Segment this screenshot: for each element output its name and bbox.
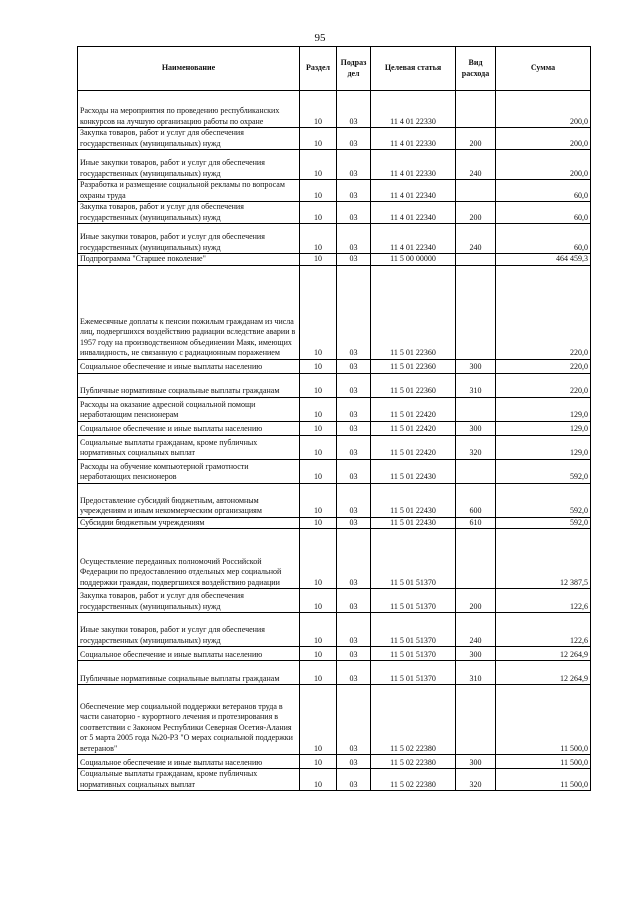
cell-vid xyxy=(456,529,496,589)
table-header-row xyxy=(78,47,591,91)
cell-summa: 12 264,9 xyxy=(496,647,591,661)
cell-podrazdel: 03 xyxy=(337,180,371,202)
cell-statya: 11 5 01 51370 xyxy=(371,613,456,647)
cell-razdel: 10 xyxy=(300,91,337,128)
cell-podrazdel: 03 xyxy=(337,769,371,791)
cell-razdel: 10 xyxy=(300,517,337,529)
cell-vid: 300 xyxy=(456,421,496,435)
cell-summa: 592,0 xyxy=(496,483,591,517)
cell-name: Расходы на оказание адресной социальной помощи неработающим пенсионерам xyxy=(78,397,300,421)
cell-vid xyxy=(456,459,496,483)
cell-name: Осуществление переданных полномочий Российской Федерации по предоставлению отдельных мер социальной поддержки граждан, подвергшихся воздействию радиации xyxy=(78,529,300,589)
table-row xyxy=(78,224,591,254)
cell-razdel: 10 xyxy=(300,529,337,589)
cell-summa: 129,0 xyxy=(496,435,591,459)
cell-podrazdel: 03 xyxy=(337,529,371,589)
header-podrazdel: Подраз дел xyxy=(337,47,371,91)
cell-razdel: 10 xyxy=(300,128,337,150)
cell-summa: 220,0 xyxy=(496,265,591,359)
cell-summa: 200,0 xyxy=(496,150,591,180)
cell-summa: 220,0 xyxy=(496,373,591,397)
cell-vid xyxy=(456,254,496,266)
cell-razdel: 10 xyxy=(300,254,337,266)
cell-statya: 11 5 02 22380 xyxy=(371,685,456,755)
cell-podrazdel: 03 xyxy=(337,755,371,769)
cell-vid xyxy=(456,180,496,202)
cell-summa: 129,0 xyxy=(496,397,591,421)
cell-razdel: 10 xyxy=(300,265,337,359)
cell-vid: 200 xyxy=(456,128,496,150)
cell-name: Подпрограмма "Старшее поколение" xyxy=(78,254,300,266)
cell-podrazdel: 03 xyxy=(337,397,371,421)
cell-summa: 60,0 xyxy=(496,224,591,254)
cell-vid: 300 xyxy=(456,359,496,373)
cell-name: Социальное обеспечение и иные выплаты населению xyxy=(78,421,300,435)
table-row xyxy=(78,589,591,613)
cell-name: Иные закупки товаров, работ и услуг для обеспечения государственных (муниципальных) нужд xyxy=(78,150,300,180)
cell-statya: 11 5 02 22380 xyxy=(371,769,456,791)
table-row xyxy=(78,128,591,150)
table-row xyxy=(78,373,591,397)
cell-name: Разработка и размещение социальной рекламы по вопросам охраны труда xyxy=(78,180,300,202)
cell-vid: 310 xyxy=(456,661,496,685)
cell-podrazdel: 03 xyxy=(337,202,371,224)
cell-name: Расходы на мероприятия по проведению республиканских конкурсов на лучшую организацию работы по охране xyxy=(78,91,300,128)
cell-razdel: 10 xyxy=(300,661,337,685)
cell-statya: 11 5 01 22360 xyxy=(371,359,456,373)
table-row xyxy=(78,91,591,128)
table-row xyxy=(78,529,591,589)
page-number: 95 xyxy=(314,32,326,44)
cell-summa: 12 387,5 xyxy=(496,529,591,589)
cell-razdel: 10 xyxy=(300,589,337,613)
cell-vid: 240 xyxy=(456,224,496,254)
cell-podrazdel: 03 xyxy=(337,128,371,150)
cell-name: Предоставление субсидий бюджетным, автономным учреждениям и иным некоммерческим организациям xyxy=(78,483,300,517)
cell-statya: 11 4 01 22340 xyxy=(371,180,456,202)
cell-name: Закупка товаров, работ и услуг для обеспечения государственных (муниципальных) нужд xyxy=(78,589,300,613)
cell-vid: 610 xyxy=(456,517,496,529)
header-vid: Вид расхода xyxy=(456,47,496,91)
cell-summa: 11 500,0 xyxy=(496,685,591,755)
cell-podrazdel: 03 xyxy=(337,150,371,180)
table-row xyxy=(78,265,591,359)
cell-name: Социальные выплаты гражданам, кроме публичных нормативных социальных выплат xyxy=(78,435,300,459)
cell-vid: 240 xyxy=(456,613,496,647)
cell-vid: 200 xyxy=(456,589,496,613)
cell-statya: 11 5 01 22360 xyxy=(371,265,456,359)
cell-razdel: 10 xyxy=(300,359,337,373)
cell-summa: 11 500,0 xyxy=(496,755,591,769)
cell-statya: 11 5 00 00000 xyxy=(371,254,456,266)
cell-vid xyxy=(456,685,496,755)
cell-summa: 60,0 xyxy=(496,202,591,224)
cell-razdel: 10 xyxy=(300,421,337,435)
cell-name: Социальное обеспечение и иные выплаты населению xyxy=(78,755,300,769)
cell-podrazdel: 03 xyxy=(337,224,371,254)
cell-razdel: 10 xyxy=(300,483,337,517)
cell-name: Социальное обеспечение и иные выплаты населению xyxy=(78,359,300,373)
header-summa: Сумма xyxy=(496,47,591,91)
table-row xyxy=(78,359,591,373)
table-row xyxy=(78,613,591,647)
table-row xyxy=(78,202,591,224)
cell-summa: 12 264,9 xyxy=(496,661,591,685)
cell-statya: 11 5 01 22430 xyxy=(371,517,456,529)
cell-statya: 11 4 01 22330 xyxy=(371,128,456,150)
cell-vid xyxy=(456,91,496,128)
cell-summa: 592,0 xyxy=(496,459,591,483)
cell-razdel: 10 xyxy=(300,647,337,661)
cell-statya: 11 5 01 22430 xyxy=(371,459,456,483)
table-row xyxy=(78,254,591,266)
cell-statya: 11 4 01 22330 xyxy=(371,150,456,180)
table-row xyxy=(78,647,591,661)
cell-name: Ежемесячные доплаты к пенсии пожилым гражданам из числа лиц, подвергшихся воздействию радиации вследствие аварии в 1957 году на производственном объединении Маяк, имеющих инвалидность, не связанную с радиационным поражением xyxy=(78,265,300,359)
table-row xyxy=(78,685,591,755)
cell-vid: 320 xyxy=(456,769,496,791)
cell-razdel: 10 xyxy=(300,180,337,202)
cell-razdel: 10 xyxy=(300,397,337,421)
cell-razdel: 10 xyxy=(300,769,337,791)
cell-name: Закупка товаров, работ и услуг для обеспечения государственных (муниципальных) нужд xyxy=(78,128,300,150)
cell-summa: 220,0 xyxy=(496,359,591,373)
cell-razdel: 10 xyxy=(300,613,337,647)
header-razdel: Раздел xyxy=(300,47,337,91)
cell-razdel: 10 xyxy=(300,150,337,180)
cell-statya: 11 4 01 22340 xyxy=(371,224,456,254)
cell-summa: 129,0 xyxy=(496,421,591,435)
table-row xyxy=(78,755,591,769)
cell-statya: 11 5 01 51370 xyxy=(371,661,456,685)
cell-podrazdel: 03 xyxy=(337,517,371,529)
cell-statya: 11 5 01 22420 xyxy=(371,397,456,421)
cell-razdel: 10 xyxy=(300,202,337,224)
cell-razdel: 10 xyxy=(300,685,337,755)
table-row xyxy=(78,459,591,483)
cell-statya: 11 4 01 22340 xyxy=(371,202,456,224)
cell-razdel: 10 xyxy=(300,373,337,397)
cell-statya: 11 5 01 22360 xyxy=(371,373,456,397)
table-row xyxy=(78,435,591,459)
header-statya: Целевая статья xyxy=(371,47,456,91)
cell-vid xyxy=(456,397,496,421)
cell-statya: 11 5 01 51370 xyxy=(371,647,456,661)
cell-podrazdel: 03 xyxy=(337,661,371,685)
cell-summa: 200,0 xyxy=(496,91,591,128)
cell-summa: 592,0 xyxy=(496,517,591,529)
cell-summa: 11 500,0 xyxy=(496,769,591,791)
cell-podrazdel: 03 xyxy=(337,373,371,397)
cell-summa: 200,0 xyxy=(496,128,591,150)
cell-podrazdel: 03 xyxy=(337,685,371,755)
cell-summa: 122,6 xyxy=(496,613,591,647)
cell-razdel: 10 xyxy=(300,224,337,254)
cell-statya: 11 5 01 51370 xyxy=(371,529,456,589)
cell-name: Социальные выплаты гражданам, кроме публичных нормативных социальных выплат xyxy=(78,769,300,791)
cell-statya: 11 5 01 51370 xyxy=(371,589,456,613)
cell-name: Публичные нормативные социальные выплаты гражданам xyxy=(78,661,300,685)
cell-name: Социальное обеспечение и иные выплаты населению xyxy=(78,647,300,661)
table-row xyxy=(78,397,591,421)
cell-vid: 600 xyxy=(456,483,496,517)
cell-podrazdel: 03 xyxy=(337,483,371,517)
cell-name: Субсидии бюджетным учреждениям xyxy=(78,517,300,529)
cell-razdel: 10 xyxy=(300,755,337,769)
cell-podrazdel: 03 xyxy=(337,589,371,613)
cell-statya: 11 5 01 22420 xyxy=(371,421,456,435)
cell-name: Расходы на обучение компьютерной грамотности неработающих пенсионеров xyxy=(78,459,300,483)
cell-podrazdel: 03 xyxy=(337,91,371,128)
table-row xyxy=(78,661,591,685)
cell-vid: 300 xyxy=(456,647,496,661)
cell-statya: 11 5 02 22380 xyxy=(371,755,456,769)
cell-name: Обеспечение мер социальной поддержки ветеранов труда в части санаторно - курортного лечения и протезирования в соответствии с Законом Республики Северная Осетия-Алания от 5 марта 2005 года №20-РЗ "О мерах социальной поддержки ветеранов" xyxy=(78,685,300,755)
cell-summa: 122,6 xyxy=(496,589,591,613)
cell-statya: 11 5 01 22420 xyxy=(371,435,456,459)
cell-vid: 300 xyxy=(456,755,496,769)
cell-razdel: 10 xyxy=(300,459,337,483)
cell-vid xyxy=(456,265,496,359)
cell-vid: 310 xyxy=(456,373,496,397)
table-row xyxy=(78,150,591,180)
table-row xyxy=(78,421,591,435)
cell-podrazdel: 03 xyxy=(337,421,371,435)
cell-podrazdel: 03 xyxy=(337,359,371,373)
cell-razdel: 10 xyxy=(300,435,337,459)
cell-name: Иные закупки товаров, работ и услуг для обеспечения государственных (муниципальных) нужд xyxy=(78,613,300,647)
cell-podrazdel: 03 xyxy=(337,254,371,266)
cell-summa: 464 459,3 xyxy=(496,254,591,266)
cell-name: Закупка товаров, работ и услуг для обеспечения государственных (муниципальных) нужд xyxy=(78,202,300,224)
cell-vid: 240 xyxy=(456,150,496,180)
table-row xyxy=(78,517,591,529)
cell-podrazdel: 03 xyxy=(337,265,371,359)
cell-name: Публичные нормативные социальные выплаты гражданам xyxy=(78,373,300,397)
table-row xyxy=(78,180,591,202)
cell-podrazdel: 03 xyxy=(337,459,371,483)
cell-podrazdel: 03 xyxy=(337,435,371,459)
header-name: Наименование xyxy=(78,47,300,91)
cell-vid: 320 xyxy=(456,435,496,459)
cell-vid: 200 xyxy=(456,202,496,224)
budget-table xyxy=(77,46,591,791)
table-row xyxy=(78,769,591,791)
cell-statya: 11 5 01 22430 xyxy=(371,483,456,517)
cell-summa: 60,0 xyxy=(496,180,591,202)
cell-podrazdel: 03 xyxy=(337,647,371,661)
cell-name: Иные закупки товаров, работ и услуг для обеспечения государственных (муниципальных) нужд xyxy=(78,224,300,254)
table-row xyxy=(78,483,591,517)
cell-podrazdel: 03 xyxy=(337,613,371,647)
cell-statya: 11 4 01 22330 xyxy=(371,91,456,128)
